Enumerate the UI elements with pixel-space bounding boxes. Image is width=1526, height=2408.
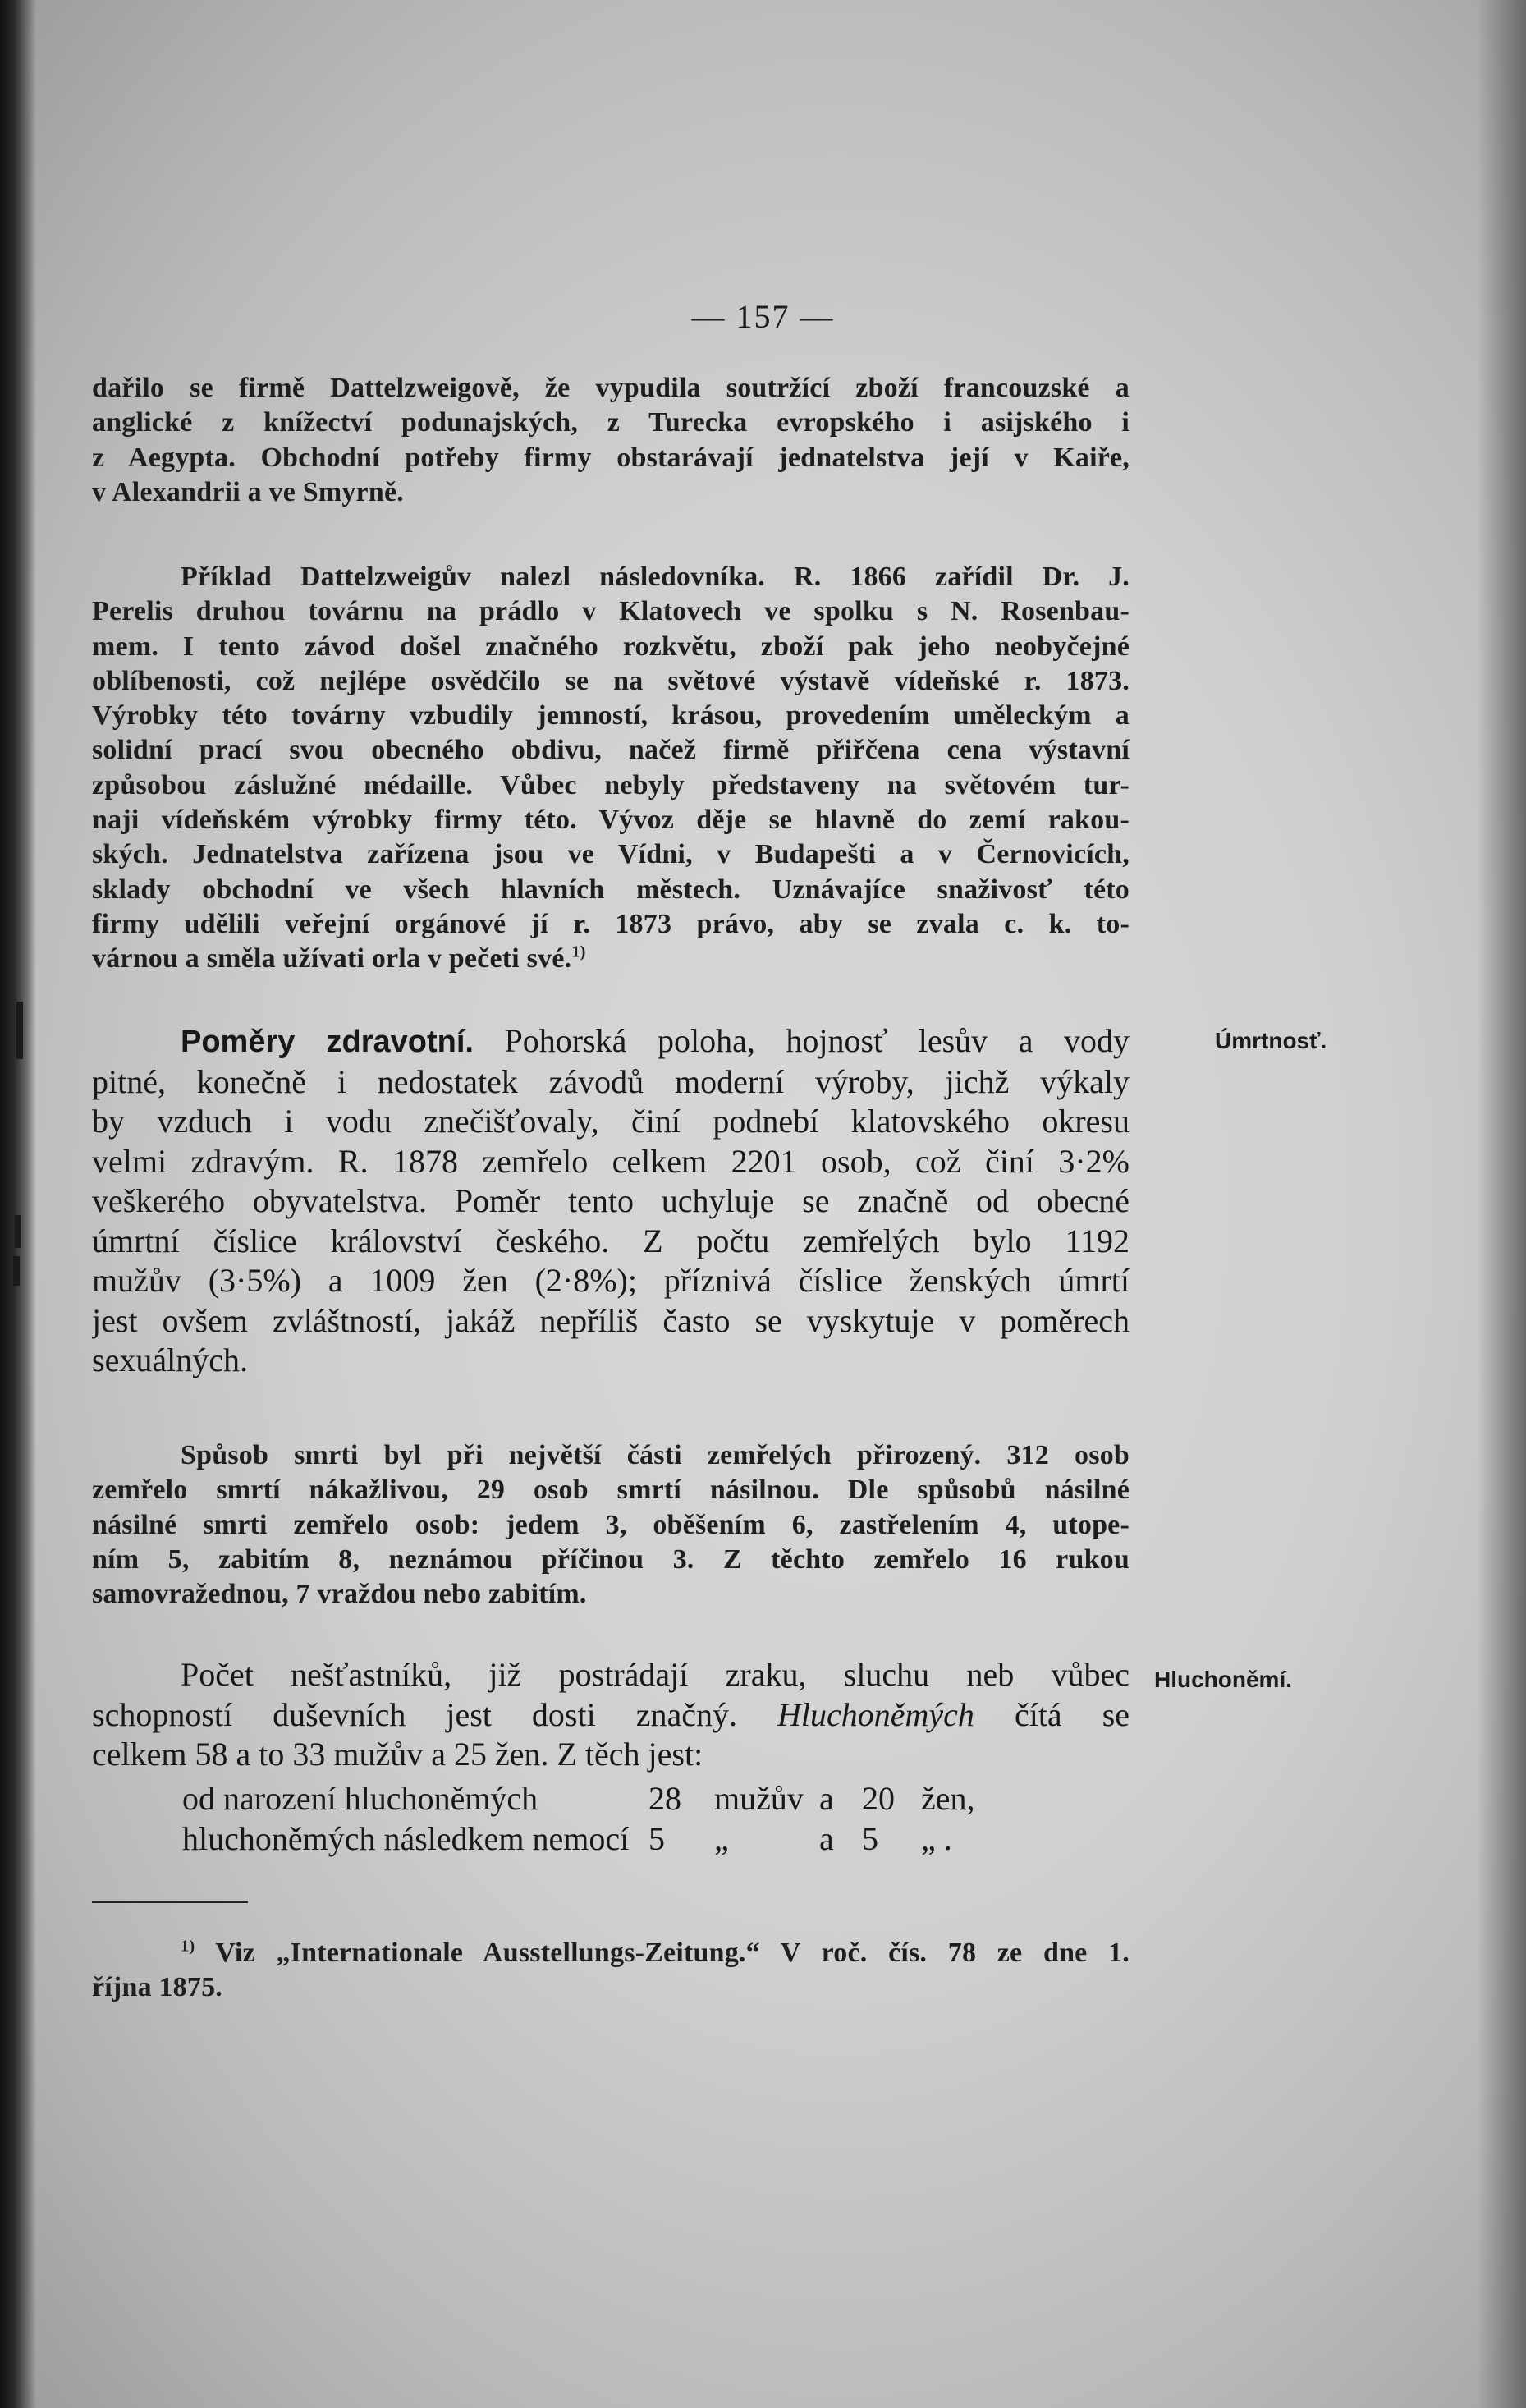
table-row — [182, 1819, 975, 1859]
text-line: v Alexandrii a ve Smyrně. — [92, 476, 404, 507]
text-line: sklady obchodní ve všech hlavních městech. Uznávajíce snaživosť této — [92, 874, 1130, 905]
footnote — [92, 1936, 1130, 2006]
margin-note-mortality: Úmrtnosť. — [1215, 1028, 1327, 1053]
text-segment: schopností duševních jest dosti značný. — [92, 1695, 737, 1733]
text-line: naji vídeňském výrobky firmy této. Vývoz děje se hlavně do zemí rakou- — [92, 805, 1130, 836]
men-count: 5 — [648, 1820, 665, 1857]
text-segment: Viz „Internationale Ausstellungs-Zeitung.“ V roč. čís. 78 ze dne 1. — [215, 1938, 1130, 1968]
text-line: pitné, konečně i nedostatek závodů moderní výroby, jichž výkaly — [92, 1062, 1130, 1100]
men-unit: „ — [714, 1820, 729, 1857]
text-line — [92, 1695, 1130, 1736]
scan-artifact — [15, 1215, 21, 1248]
text-line: oblíbenosti, což nejlépe osvědčilo se na světové výstavě vídeňské r. 1873. — [92, 665, 1130, 696]
paragraph-health — [92, 1021, 1130, 1381]
women-count: 5 — [862, 1820, 878, 1857]
section-heading-health: Poměry zdravotní. — [181, 1025, 474, 1059]
footnote-marker: 1) — [181, 1937, 195, 1956]
paragraph-perelis-factory — [92, 560, 1130, 977]
text-line: samovražednou, 7 vraždou nebo zabitím. — [92, 1579, 587, 1610]
text-line: celkem 58 a to 33 mužův a 25 žen. Z těch jest: — [92, 1736, 703, 1773]
text-line: října 1875. — [92, 1972, 222, 2003]
text-line: firmy udělili veřejní orgánové jí r. 1873 právo, aby se zvala c. k. to- — [92, 908, 1130, 939]
text-line: solidní prací svou obecného obdivu, načež firmě přiřčena cena výstavní — [92, 735, 1130, 766]
text-segment: čítá se — [1014, 1695, 1130, 1733]
table-row — [182, 1778, 975, 1819]
men-count: 28 — [648, 1780, 681, 1817]
text-line: Perelis druhou továrnu na prádlo v Klatovech ve spolku s N. Rosenbau- — [92, 596, 1130, 627]
deaf-mute-breakdown — [182, 1778, 975, 1859]
text-line: z Aegypta. Obchodní potřeby firmy obstarávají jednatelstva její v Kaiře, — [92, 442, 1130, 473]
text-line: Výrobky této továrny vzbudily jemností, krásou, provedením uměleckým a — [92, 700, 1130, 732]
women-count: 20 — [862, 1780, 895, 1817]
scan-artifact — [13, 1256, 20, 1286]
text-line: ských. Jednatelstva zařízena jsou ve Vídni, v Budapešti a v Černovicích, — [92, 839, 1130, 870]
text-line: by vzduch i vodu znečišťovaly, činí podnebí klatovského okresu — [92, 1103, 1130, 1140]
women-unit: „ . — [921, 1820, 952, 1857]
text-line: jest ovšem zvláštností, jakáž nepříliš často se vyskytuje v poměrech — [92, 1301, 1130, 1339]
men-unit: mužův — [714, 1780, 804, 1817]
text-line: mem. I tento závod došel značného rozkvětu, zboží pak jeho neobyčejné — [92, 631, 1130, 662]
scan-artifact — [16, 1002, 23, 1059]
women-unit: žen, — [921, 1780, 975, 1817]
footnote-divider — [92, 1901, 248, 1903]
paragraph-death-causes — [92, 1438, 1130, 1612]
row-label: hluchoněmých následkem nemocí — [182, 1820, 630, 1857]
text-line: velmi zdravým. R. 1878 zemřelo celkem 2201 osob, což činí 3·2% — [92, 1142, 1130, 1180]
conjunction: a — [819, 1780, 834, 1817]
text-line: Spůsob smrti byl při největší části zemřelých přirozený. 312 osob — [181, 1440, 1130, 1470]
footnote-reference: 1) — [571, 943, 586, 961]
text-line: ním 5, zabitím 8, neznámou příčinou 3. Z těchto zemřelo 16 rukou — [92, 1543, 1130, 1575]
page-number: — 157 — — [691, 298, 835, 335]
text-line — [92, 1021, 1130, 1062]
text-line: zemřelo smrtí nákažlivou, 29 osob smrtí násilnou. Dle spůsobů násilné — [92, 1475, 1130, 1506]
text-segment: Pohorská poloha, hojnosť lesův a vody — [504, 1022, 1130, 1059]
paragraph-export — [92, 371, 1130, 510]
italic-term: Hluchoněmých — [777, 1695, 974, 1733]
paragraph-deaf-mute — [92, 1655, 1130, 1775]
text-line: dařilo se firmě Dattelzweigově, že vypudila soutržící zboží francouzské a — [92, 373, 1130, 403]
text-line: veškerého obyvatelstva. Poměr tento uchyluje se značně od obecné — [92, 1182, 1130, 1219]
text-line: anglické z knížectví podunajských, z Turecka evropského i asijského i — [92, 407, 1130, 438]
text-line: mužův (3·5%) a 1009 žen (2·8%); příznivá číslice ženských úmrtí — [92, 1262, 1130, 1299]
text-line: způsobou záslužné médaille. Vůbec nebyly představeny na světovém tur- — [92, 769, 1130, 800]
text-segment: várnou a směla užívati orla v pečeti své. — [92, 943, 572, 975]
text-line: Počet nešťastníků, již postrádají zraku, sluchu neb vůbec — [181, 1656, 1130, 1693]
text-line — [92, 942, 1130, 976]
text-line: Příklad Dattelzweigův nalezl následovníka. R. 1866 zařídil Dr. J. — [181, 562, 1130, 592]
text-line: úmrtní číslice království českého. Z počtu zemřelých bylo 1192 — [92, 1222, 1130, 1259]
text-line — [92, 1936, 1130, 1970]
conjunction: a — [819, 1820, 834, 1857]
text-line: sexuálných. — [92, 1342, 248, 1378]
margin-note-deaf-mute: Hluchoněmí. — [1154, 1667, 1293, 1692]
row-label: od narození hluchoněmých — [182, 1780, 538, 1817]
text-line: násilné smrti zemřelo osob: jedem 3, oběšením 6, zastřelením 4, utope- — [92, 1509, 1130, 1540]
